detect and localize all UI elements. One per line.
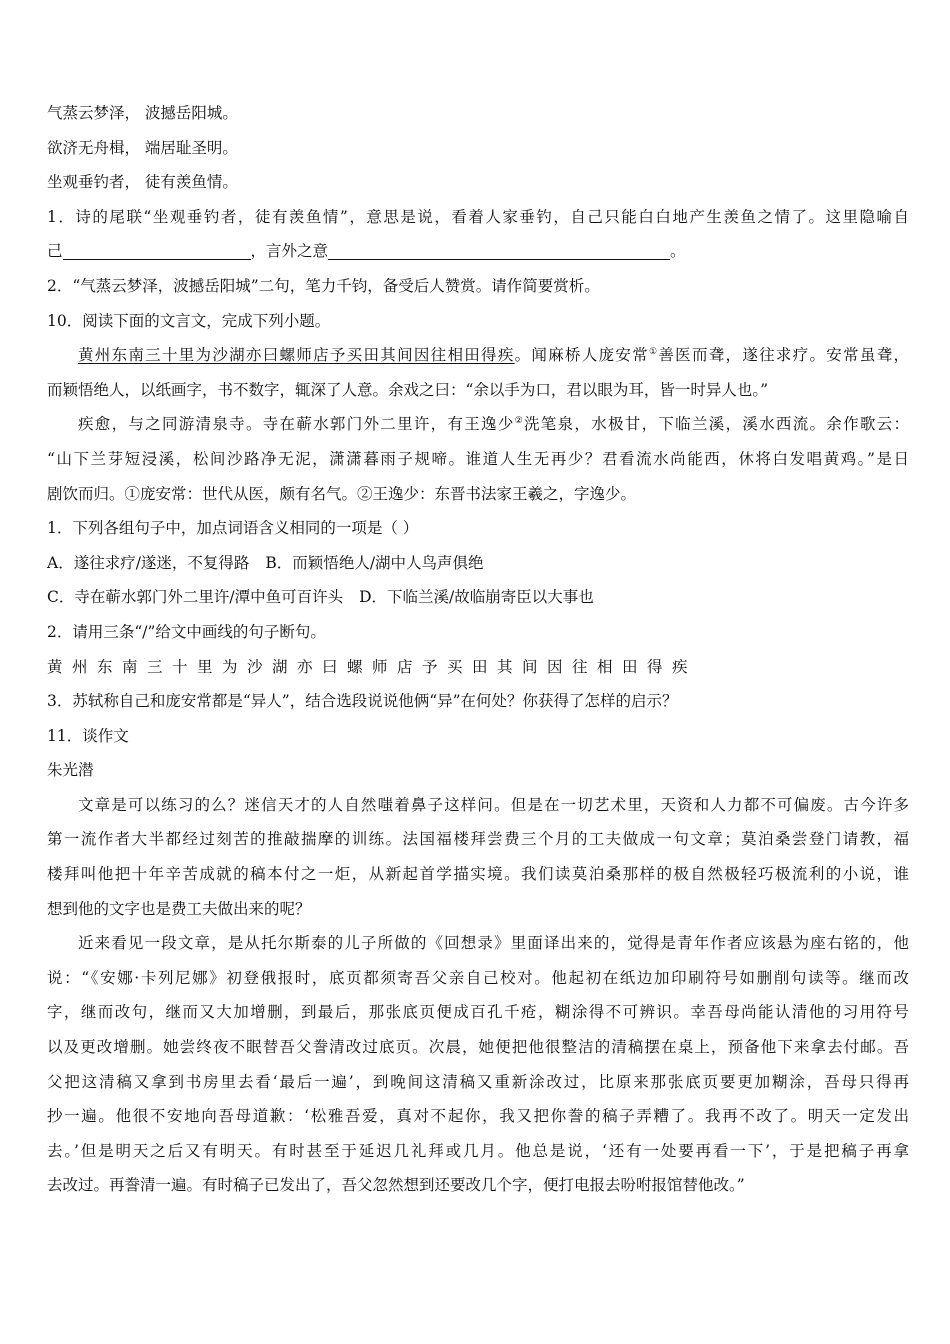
question-11-heading: 11．谈作文: [47, 726, 129, 745]
poem-line-3: 坐观垂钓者， 徒有羡鱼情。: [47, 173, 238, 192]
passage-text: 洗笔泉，水极甘，下临兰溪，溪水西流。余作歌云：: [524, 415, 909, 434]
underlined-sentence: 黄州东南三十里为沙湖亦曰螺师店予买田其间因往相田得疾: [78, 346, 515, 365]
answer-blank-1[interactable]: [63, 239, 251, 260]
essay-author: 朱光潜: [47, 761, 94, 780]
option-c[interactable]: C．寺在蕲水郭门外二里许/潭中鱼可百许头: [47, 588, 344, 607]
essay-p1-line-4: 想到他的文字也是费工夫做出来的呢？: [47, 899, 311, 918]
option-b[interactable]: B．而颖悟绝人/湖中人鸟声俱绝: [265, 553, 484, 572]
question-9-1-line-1: 1．诗的尾联“坐观垂钓者，徒有羡鱼情”，意思是说，看着人家垂钓，自己只能白白地产生羡鱼之情了。这里隐喻自: [47, 207, 909, 226]
passage-10-p2-line-3: 剧饮而归。①庞安常：世代从医，颇有名气。②王逸少：东晋书法家王羲之，字逸少。: [47, 484, 637, 503]
essay-p2-line-7: 去。’但是明天之后又有明天。有时甚至于延迟几礼拜或几月。他总是说，‘还有一处要再看一下’，于是把稿子再拿: [47, 1141, 909, 1160]
passage-10-p2-line-1: [47, 407, 909, 442]
question-10-1: 1．下列各组句子中，加点词语含义相同的一项是（ ）: [47, 519, 419, 538]
essay-p2-line-1: 近来看见一段文章，是从托尔斯泰的儿子所做的《回想录》里面译出来的，觉得是青年作者应该悬为座右铭的，他: [78, 934, 909, 953]
essay-p2-line-6: 抄一遍。他很不安地向吾母道歉：‘松雅吾爱，真对不起你，我又把你誊的稿子弄糟了。我再不改了。明天一定发出: [47, 1107, 909, 1126]
poem-line-1: 气蒸云梦泽， 波撼岳阳城。: [47, 104, 238, 122]
essay-p2-line-3: 字，继而改句，继而又大加增删，到最后，那张底页便成百孔千疮，糊涂得不可辨识。幸吾母尚能认清他的习用符号: [47, 1003, 909, 1022]
passage-10-p2-line-2: “山下兰芽短浸溪，松间沙路净无泥，潇潇暮雨子规啼。谁道人生无再少？君看流水尚能西，休将白发唱黄鸡。”是日: [47, 449, 909, 468]
essay-p2-line-4: 以及更改增删。她尝终夜不眠替吾父誊清改过底页。次晨，她便把他很整洁的清稿摆在桌上，预备他下来拿去付邮。吾: [47, 1038, 909, 1057]
spaced-sentence: 黄州东南三十里为沙湖亦曰螺师店予买田其间因往相田得疾: [47, 657, 698, 676]
option-a[interactable]: A．遂往求疗/遂迷，不复得路: [47, 553, 250, 572]
question-10-3: 3．苏轼称自己和庞安常都是“异人”，结合选段说说他俩“异”在何处？你获得了怎样的启示？: [47, 692, 678, 711]
essay-p1-line-3: 楼拜叫他把十年辛苦成就的稿本付之一炬，从新起首学描实境。我们读莫泊桑那样的极自然极轻巧极流利的小说，谁: [47, 865, 909, 884]
question-9-2: 2．“气蒸云梦泽，波撼岳阳城”二句，笔力千钧，备受后人赞赏。请作简要赏析。: [47, 276, 600, 295]
options-row-cd: [47, 580, 909, 615]
option-d[interactable]: D．下临兰溪/故临崩寄臣以大事也: [359, 588, 594, 607]
passage-10-p1-line-2: 而颖悟绝人，以纸画字，书不数字，辄深了人意。余戏之曰：“余以手为口，君以眼为耳，皆一时异人也。”: [47, 380, 769, 399]
passage-text: 善医而聋，遂往求疗。安常虽聋，: [658, 346, 909, 365]
document-page: [47, 96, 909, 1203]
options-row-ab: [47, 546, 909, 581]
passage-text: 疾愈，与之同游清泉寺。寺在蕲水郭门外二里许，有王逸少: [78, 415, 515, 434]
passage-text: 。闻麻桥人庞安常: [514, 346, 649, 365]
essay-p1-line-1: 文章是可以练习的么？迷信天才的人自然嗤着鼻子这样问。但是在一切艺术里，天资和人力都不可偏废。古今许多: [78, 795, 909, 814]
question-9-1-line-2: [47, 234, 909, 269]
essay-p2-line-5: 父把这清稿又拿到书房里去看‘最后一遍’，到晚间这清稿又重新涂改过，比原来那张底页要更加糊涂，吾母只得再: [47, 1072, 909, 1091]
question-9-1-middle: ，言外之意: [250, 242, 329, 261]
question-10-2: 2．请用三条“/”给文中画线的句子断句。: [47, 622, 326, 641]
essay-p1-line-2: 第一流作者大半都经过刻苦的推敲揣摩的训练。法国福楼拜尝费三个月的工夫做成一句文章；莫泊桑尝登门请教，福: [47, 830, 909, 849]
passage-10-p1-line-1: [47, 338, 909, 373]
question-10-heading: 10．阅读下面的文言文，完成下列小题。: [47, 311, 331, 330]
footnote-mark-2: ②: [514, 416, 525, 427]
poem-line-2: 欲济无舟楫， 端居耻圣明。: [47, 138, 238, 157]
footnote-mark-1: ①: [649, 347, 659, 357]
question-9-1-prefix: 己: [47, 242, 63, 261]
answer-blank-2[interactable]: [328, 239, 670, 260]
question-9-1-end: 。: [670, 242, 686, 261]
essay-p2-line-8: 去改过。再誊清一遍。有时稿子已发出了，吾父忽然想到还要改几个字，便打电报去吩咐报馆替他改。”: [47, 1176, 745, 1195]
essay-p2-line-2: 说：“《安娜·卡列尼娜》初登俄报时，底页都须寄吾父亲自己校对。他起初在纸边加印刷符号如删削句读等。继而改: [47, 968, 909, 987]
